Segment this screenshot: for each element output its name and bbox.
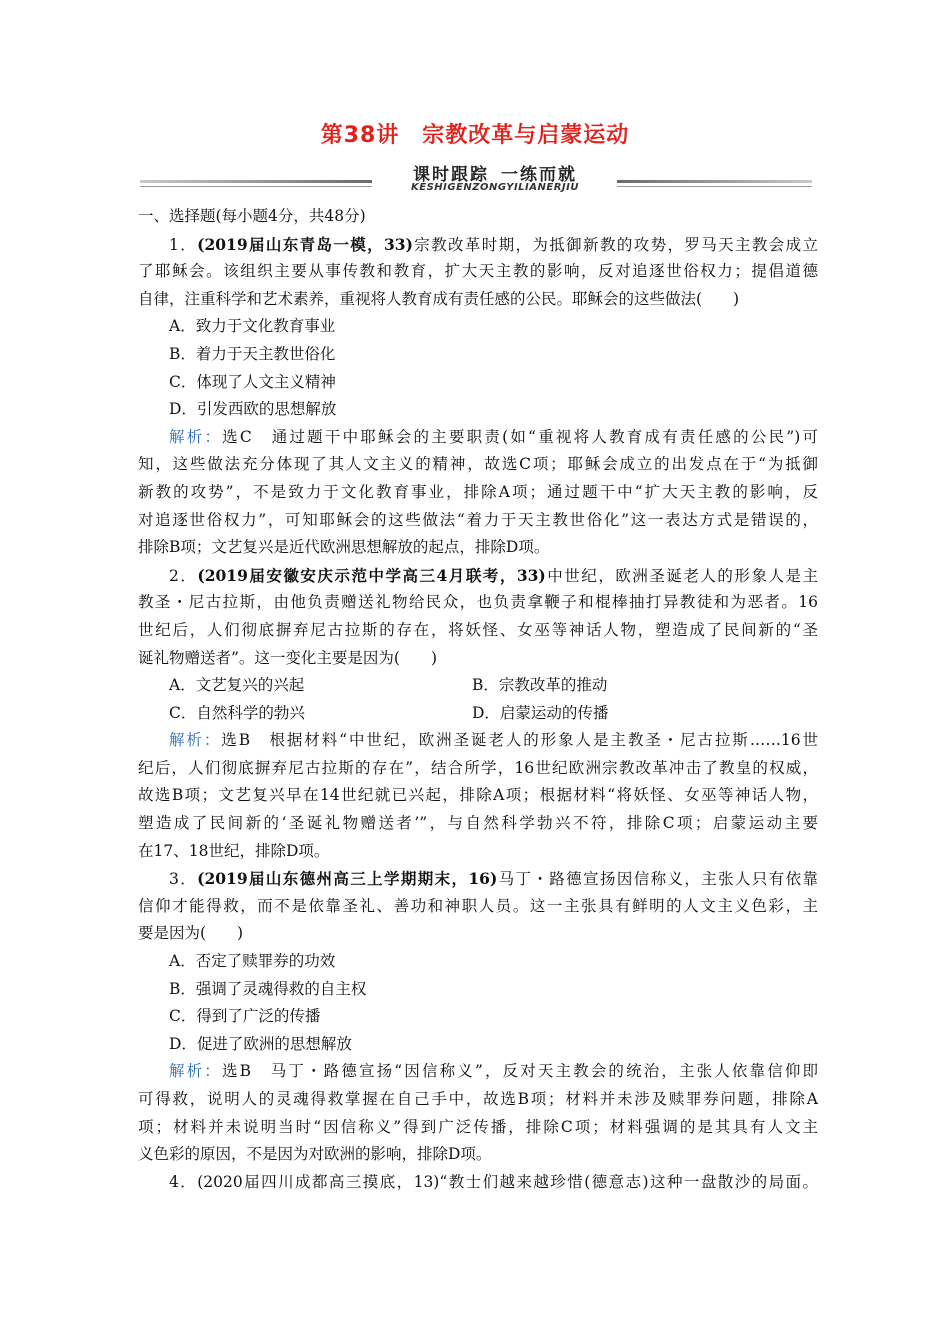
question-stem-line: [138, 562, 818, 590]
analysis-line: 知，这些做法充分体现了其人文主义的精神，故选C项；耶稣会成立的出发点在于“为抵御: [138, 455, 818, 474]
question-source: (2019届山东德州高三上学期期末，16): [197, 869, 498, 889]
analysis-line: [138, 1058, 818, 1086]
lesson-title: 第38讲 宗教改革与启蒙运动: [320, 123, 630, 148]
question-source: (2019届山东青岛一模，33): [197, 234, 413, 254]
option-a: A．文艺复兴的兴起: [169, 676, 305, 695]
question-1: [138, 231, 818, 562]
analysis-line: [138, 424, 818, 452]
banner-rule-right: [617, 180, 812, 183]
question-stem-line: [138, 1169, 818, 1197]
analysis-text: 选B 马丁・路德宣扬“因信称义”，反对天主教会的统治，主张人依靠信仰即: [221, 1062, 818, 1081]
option-b: B．强调了灵魂得救的自主权: [169, 979, 367, 998]
analysis-text: 选C 通过题干中耶稣会的主要职责(如“重视将人教育成有责任感的公民”)可: [222, 427, 818, 446]
question-stem-line: 自律，注重科学和艺术素养，重视将人教育成有责任感的公民。耶稣会的这些做法( ): [138, 289, 740, 308]
question-stem-line: 诞礼物赠送者”。这一变化主要是因为( ): [138, 648, 438, 667]
question-source: (2019届安徽安庆示范中学高三4月联考，33): [197, 565, 546, 585]
analysis-line: 排除B项；文艺复兴是近代欧洲思想解放的起点，排除D项。: [138, 538, 550, 557]
question-number: 4．: [169, 1172, 198, 1191]
question-text: 宗教改革时期，为抵御新教的攻势，罗马天主教会成立: [412, 235, 818, 254]
options-row: [138, 672, 818, 700]
option-d: D．引发西欧的思想解放: [169, 400, 337, 419]
option-d: D．促进了欧洲的思想解放: [169, 1034, 352, 1053]
question-source: (2020届四川成都高三摸底，13): [197, 1172, 440, 1191]
question-number: 2．: [169, 566, 198, 585]
question-3: [138, 865, 818, 1169]
option-b: B．着力于天主教世俗化: [169, 344, 336, 363]
banner-subtitle: KESHIGENZONGYILIANERJIU: [411, 182, 579, 193]
analysis-line: 对追逐世俗权力”，可知耶稣会的这些做法“着力于天主教世俗化”这一表达方式是错误的，: [138, 510, 818, 529]
options-row: [138, 700, 818, 728]
section-banner: [140, 160, 812, 200]
analysis-text: 选B 根据材料“中世纪，欧洲圣诞老人的形象人是主教圣・尼古拉斯……16世: [221, 731, 818, 750]
analysis-line: 新教的攻势”，不是致力于文化教育事业，排除A项；通过题干中“扩大天主教的影响，反: [138, 482, 818, 501]
option-c: C．自然科学的勃兴: [169, 703, 305, 722]
question-2: [138, 562, 818, 866]
analysis-line: 项；材料并未说明当时“因信称义”得到广泛传播，排除C项；材料强调的是其具有人文主: [138, 1117, 818, 1136]
question-stem-line: 要是因为( ): [138, 924, 244, 943]
analysis-label: 解析：: [169, 1062, 222, 1081]
analysis-line: 纪后，人们彻底摒弃尼古拉斯的存在”，结合所学，16世纪欧洲宗教改革冲击了教皇的权威，: [138, 758, 818, 777]
banner-rule-right-thin: [617, 186, 812, 187]
content: [138, 203, 818, 1196]
analysis-line: 义色彩的原因，不是因为对欧洲的影响，排除D项。: [138, 1145, 492, 1164]
analysis-label: 解析：: [169, 427, 223, 446]
option-a: A．致力于文化教育事业: [169, 317, 336, 336]
section-heading: 一、选择题(每小题4分，共48分): [138, 207, 366, 225]
question-text: “教士们越来越珍惜(德意志)这种一盘散沙的局面。: [439, 1172, 818, 1191]
option-d: D．启蒙运动的传播: [472, 703, 609, 722]
question-stem-line: 了耶稣会。该组织主要从事传教和教育，扩大天主教的影响，反对追逐世俗权力；提倡道德: [138, 262, 818, 281]
analysis-line: 故选B项；文艺复兴早在14世纪就已兴起，排除A项；根据材料“将妖怪、女巫等神话人物，: [138, 786, 818, 805]
question-number: 1．: [169, 235, 198, 254]
question-text: 中世纪，欧洲圣诞老人的形象人是主: [545, 566, 818, 585]
question-4: [138, 1169, 818, 1197]
option-b: B．宗教改革的推动: [472, 676, 608, 695]
question-stem-line: [138, 231, 818, 259]
question-stem-line: 教圣・尼古拉斯，由他负责赠送礼物给民众，也负责拿鞭子和棍棒抽打异教徒和为恶者。16: [138, 593, 818, 612]
option-a: A．否定了赎罪券的功效: [169, 952, 336, 971]
question-number: 3．: [169, 870, 198, 889]
question-stem-line: [138, 865, 818, 893]
option-c: C．体现了人文主义精神: [169, 372, 336, 391]
analysis-label: 解析：: [169, 731, 222, 750]
option-c: C．得到了广泛的传播: [169, 1007, 321, 1026]
banner-tag-left: 课时跟踪: [413, 165, 489, 185]
analysis-line: [138, 727, 818, 755]
banner-tag-right: 一练而就: [501, 165, 577, 185]
analysis-line: 塑造成了民间新的‘圣诞礼物赠送者’”，与自然科学勃兴不符，排除C项；启蒙运动主要: [138, 814, 818, 833]
question-stem-line: 信仰才能得救，而不是依靠圣礼、善功和神职人员。这一主张具有鲜明的人文主义色彩，主: [138, 896, 818, 915]
banner-rule-left-thin: [140, 186, 372, 187]
question-text: 马丁・路德宣扬因信称义，主张人只有依靠: [497, 870, 818, 889]
banner-rule-left: [140, 180, 372, 183]
question-stem-line: 世纪后，人们彻底摒弃尼古拉斯的存在，将妖怪、女巫等神话人物，塑造成了民间新的“圣: [138, 620, 818, 639]
analysis-line: 可得救，说明人的灵魂得救掌握在自己手中，故选B项；材料并未涉及赎罪券问题，排除A: [138, 1090, 818, 1108]
analysis-line: 在17、18世纪，排除D项。: [138, 841, 330, 860]
